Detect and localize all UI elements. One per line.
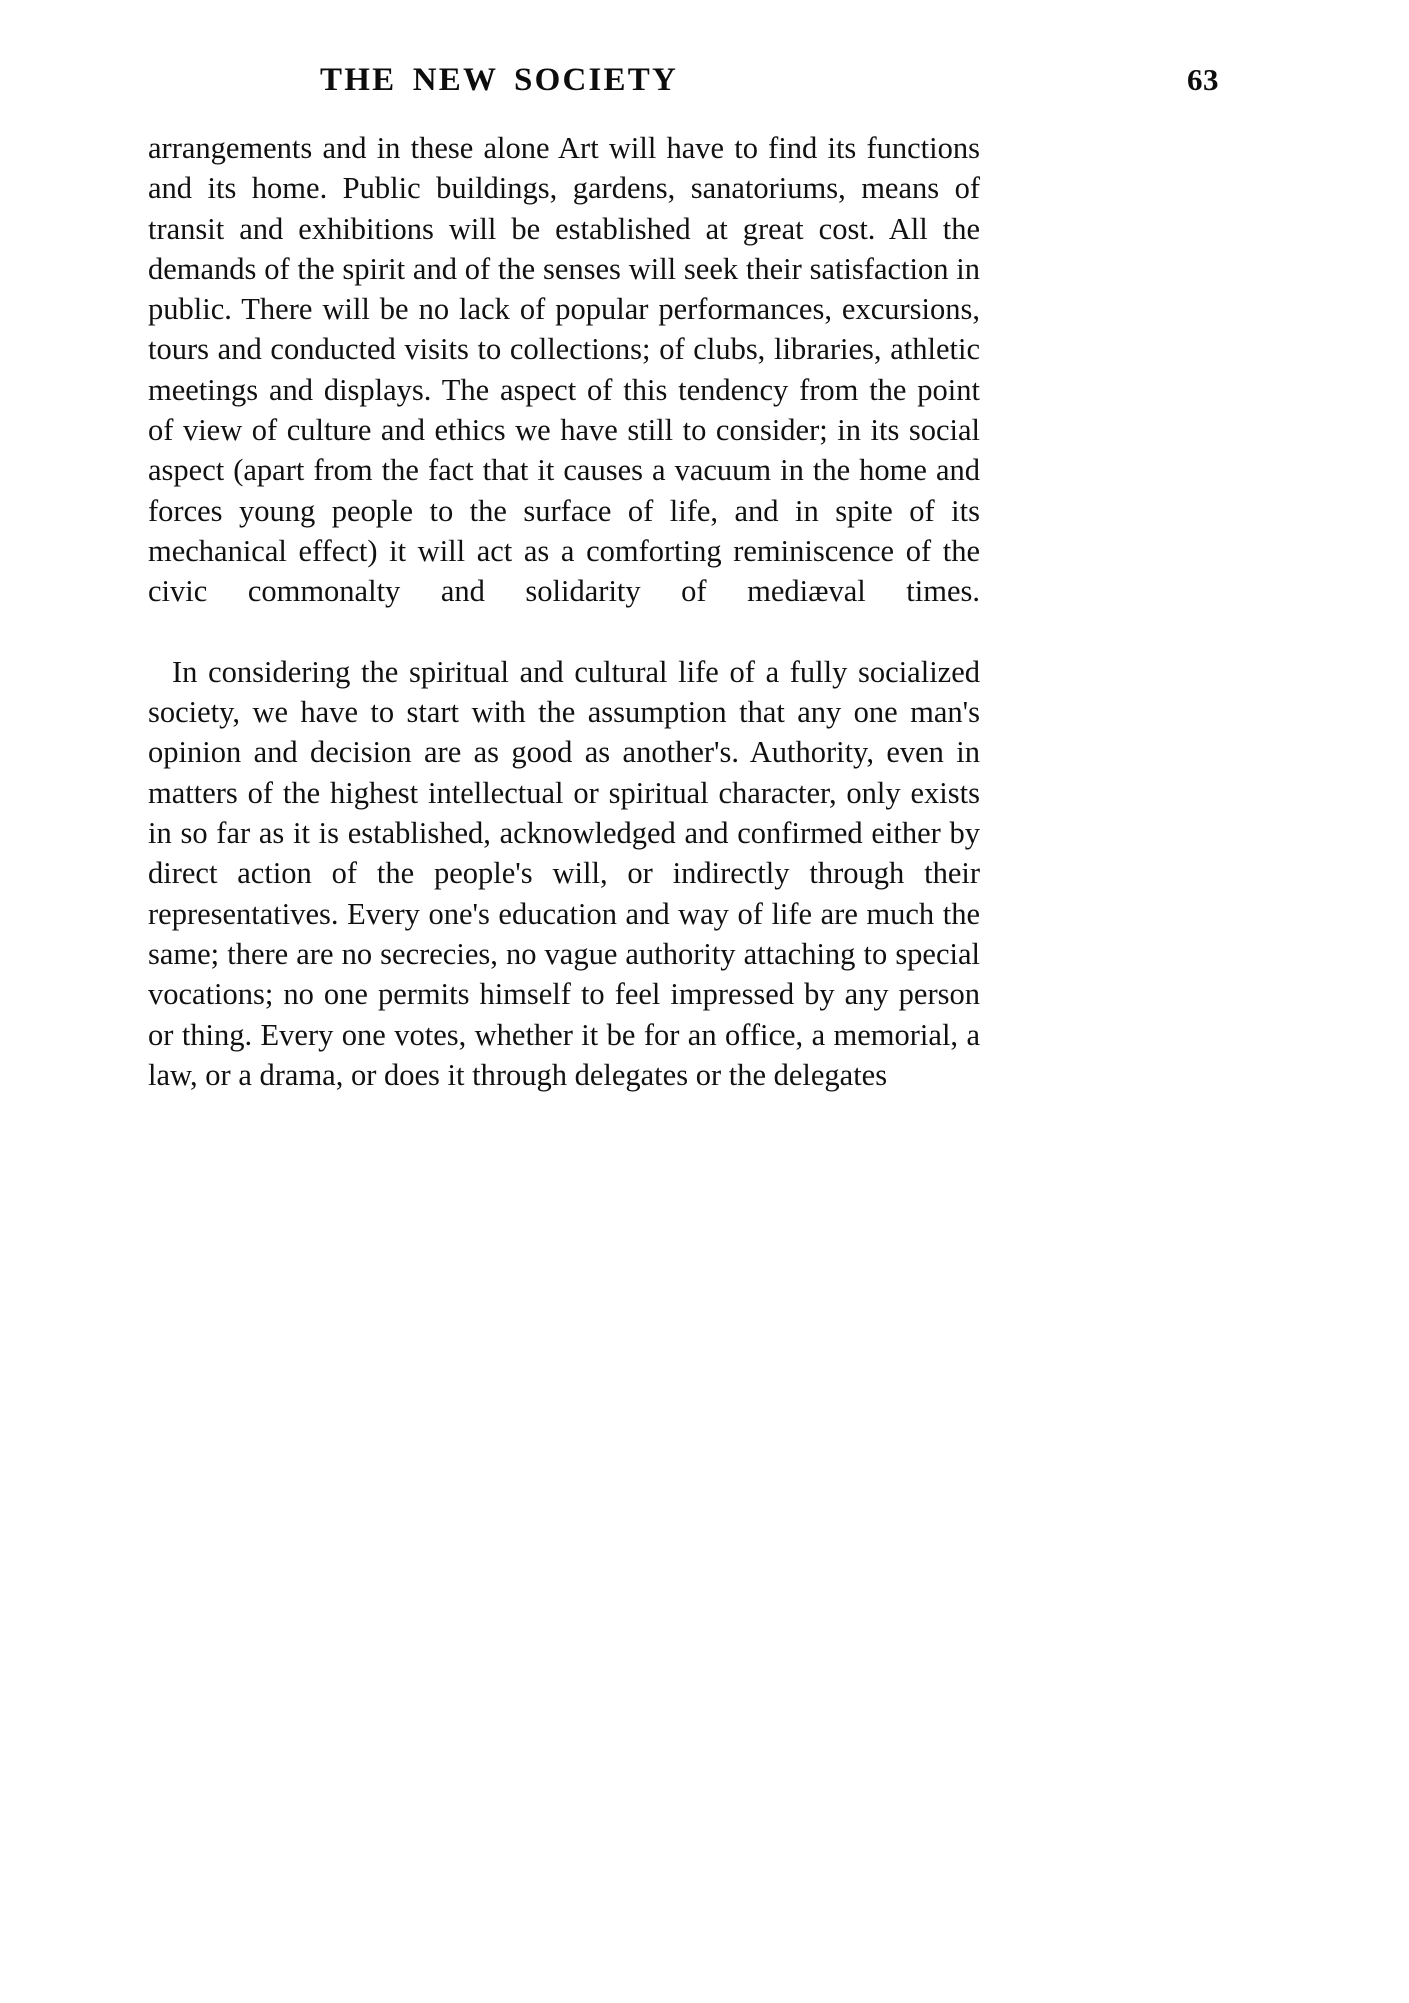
page-number: 63 [1187, 62, 1219, 97]
page-header [190, 62, 1219, 106]
running-head-title: THE NEW SOCIETY [320, 62, 678, 98]
paragraph: In considering the spiritual and cultural life of a fully socialized society, we have to start with the assumption that any one man's opinion and decision are as good as another's. Authority, even in matters of the highest intellectual or spiritual character, only exists in so far as it is established, acknowledged and confirmed either by direct action of the people's will, or indirectly through their representatives. Every one's education and way of life are much the same; there are no secrecies, no vague authority attaching to special vocations; no one permits himself to feel impressed by any person or thing. Every one votes, whether it be for an office, a memorial, a law, or a drama, or does it through delegates or the delegates [148, 654, 980, 1092]
paragraph: arrangements and in these alone Art will have to find its functions and its home. Public buildings, gardens, sanatoriums, means of transit and exhibitions will be established at great cost. All the demands of the spirit and of the senses will seek their satisfaction in public. There will be no lack of popular performances, excursions, tours and conducted visits to collections; of clubs, libraries, athletic meetings and displays. The aspect of this tendency from the point of view of culture and ethics we have still to consider; in its social aspect (apart from the fact that it causes a vacuum in the home and forces young people to the surface of life, and in spite of its mechanical effect) it will act as a comforting reminiscence of the civic commonalty and solidarity of mediæval times. [148, 131, 980, 609]
page-body [148, 128, 980, 1095]
